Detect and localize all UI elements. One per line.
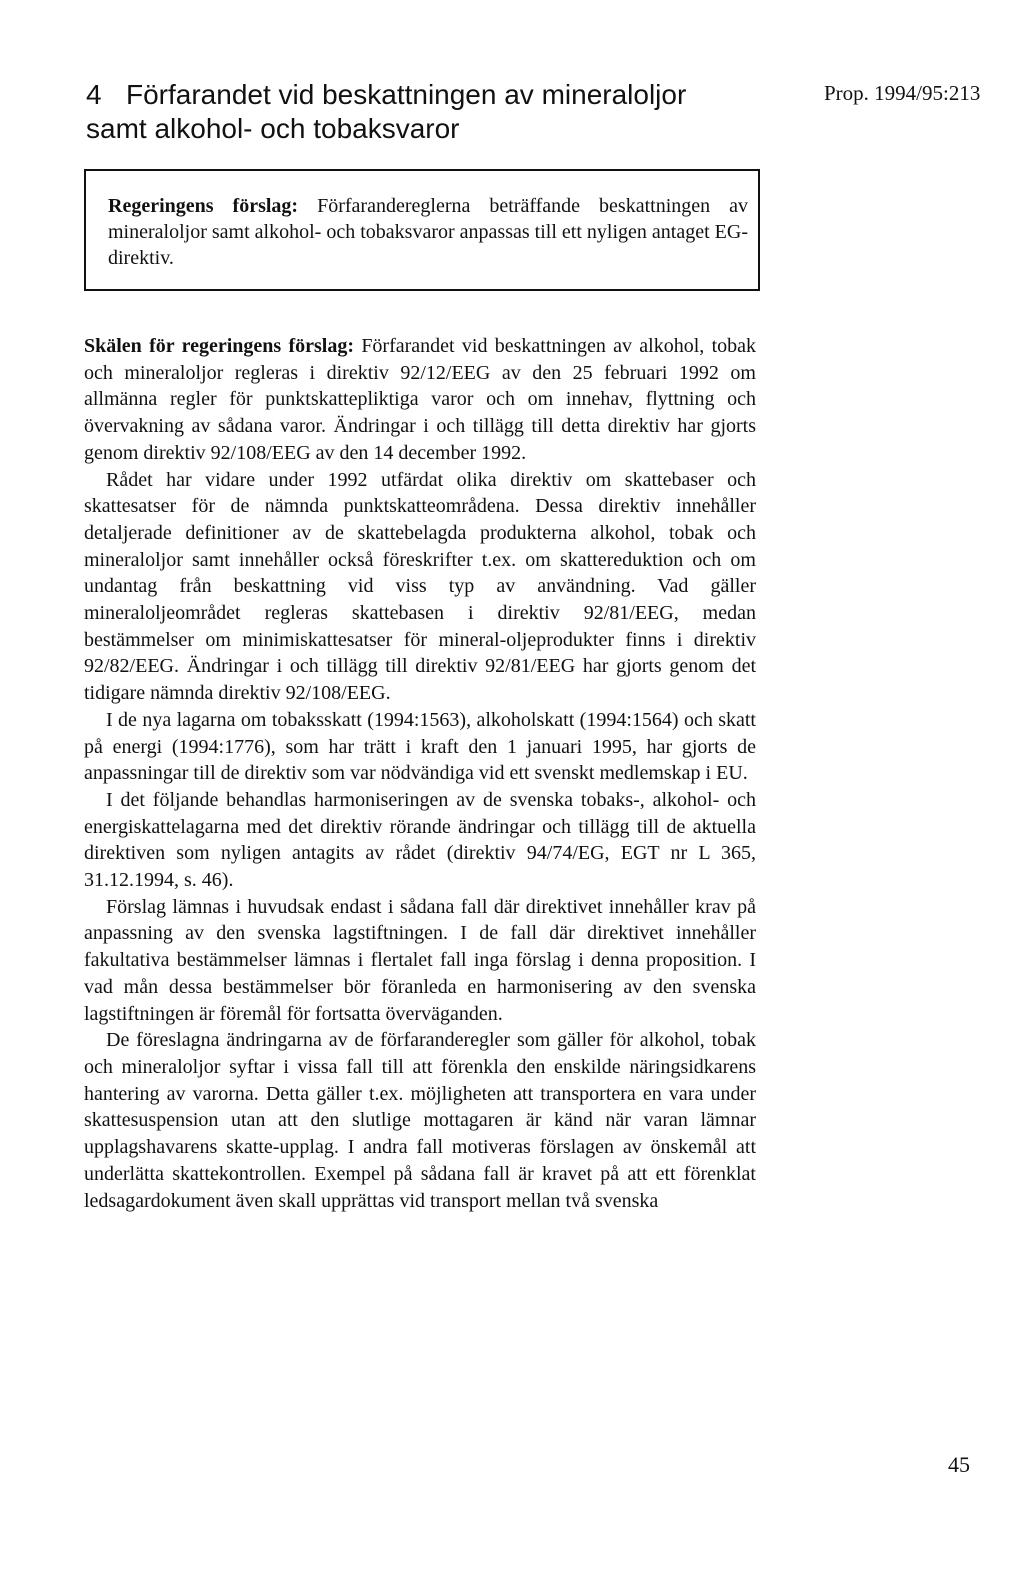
proposal-lead: Regeringens förslag: [108, 195, 299, 217]
proposal-text [108, 193, 748, 271]
reasons-lead: Skälen för regeringens förslag: [84, 335, 355, 357]
page-number: 45 [948, 1452, 970, 1477]
paragraph-5: Förslag lämnas i huvudsak endast i sådana fall där direktivet innehåller krav på anpassning av den svenska lagstiftningen. I de fall där direktivet innehåller fakultativa bestämmelser lämnas i flertalet fall inga förslag i denna proposition. I vad mån dessa bestämmelser bör föranleda en harmonisering av den svenska lagstiftningen är föremål för fortsatta överväganden. [84, 895, 756, 1025]
paragraph-1 [84, 333, 756, 467]
paragraph-3: I de nya lagarna om tobaksskatt (1994:1563), alkoholskatt (1994:1564) och skatt på energi (1994:1776), som har trätt i kraft den 1 januari 1995, har gjorts de anpassningar till de direktiv som var nödvändiga vid ett svenskt medlemskap i EU. [84, 708, 756, 785]
section-title-line1: Förfarandet vid beskattningen av mineraloljor [126, 79, 687, 110]
section-title-line2: samt alkohol- och tobaksvaror [86, 113, 460, 144]
section-heading-line1 [86, 78, 776, 112]
box-corner-mark [758, 169, 760, 183]
section-number: 4 [86, 79, 102, 110]
paragraph-4: I det följande behandlas harmoniseringen av de svenska tobaks-, alkohol- och energiskattelagarna med det direktiv rörande ändringar och tillägg till de aktuella direktiven som nyligen antagits av rådet (direktiv 94/74/EG, EGT nr L 365, 31.12.1994, s. 46). [84, 788, 756, 892]
proposal-body: Förfarandereglerna beträffande beskattningen av mineraloljor samt alkohol- och tobaksvaror anpassas till ett nyligen antaget EG-direktiv. [108, 195, 749, 269]
main-body [84, 333, 756, 1214]
paragraph-1-text: Förfarandet vid beskattningen av alkohol, tobak och mineraloljor regleras i direktiv 92/12/EEG av den 25 februari 1992 om allmänna regler för punktskattepliktiga varor och om innehav, flyttning och övervakning av sådana varor. Ändringar i och tillägg till detta direktiv har gjorts genom direktiv 92/108/EEG av den 14 december 1992. [84, 335, 757, 464]
paragraph-2: Rådet har vidare under 1992 utfärdat olika direktiv om skattebaser och skattesatser för de nämnda punktskatteområdena. Dessa direktiv innehåller detaljerade definitioner av de skattebelagda produkterna alkohol, tobak och mineraloljor samt innehåller också föreskrifter t.ex. om skattereduktion och om undantag från beskattning vid viss typ av användning. Vad gäller mineraloljeområdet regleras skattebasen i direktiv 92/81/EEG, medan bestämmelser om minimiskattesatser för mineral-oljeprodukter finns i direktiv 92/82/EEG. Ändringar i och tillägg till direktiv 92/81/EEG har gjorts genom det tidigare nämnda direktiv 92/108/EEG. [84, 468, 756, 705]
paragraph-6: De föreslagna ändringarna av de förfaranderegler som gäller för alkohol, tobak och mineraloljor syftar i vissa fall till att förenkla den enskilde näringsidkarens hantering av varorna. Detta gäller t.ex. möjligheten att transportera en vara under skattesuspension utan att den slutlige mottagaren är känd när varan lämnar upplagshavarens skatte-upplag. I andra fall motiveras förslagen av önskemål att underlätta skattekontrollen. Exempel på sådana fall är kravet på att ett förenklat ledsagardokument även skall upprättas vid transport mellan två svenska [84, 1029, 756, 1212]
proposition-reference: Prop. 1994/95:213 [824, 81, 981, 105]
section-heading [86, 78, 776, 146]
